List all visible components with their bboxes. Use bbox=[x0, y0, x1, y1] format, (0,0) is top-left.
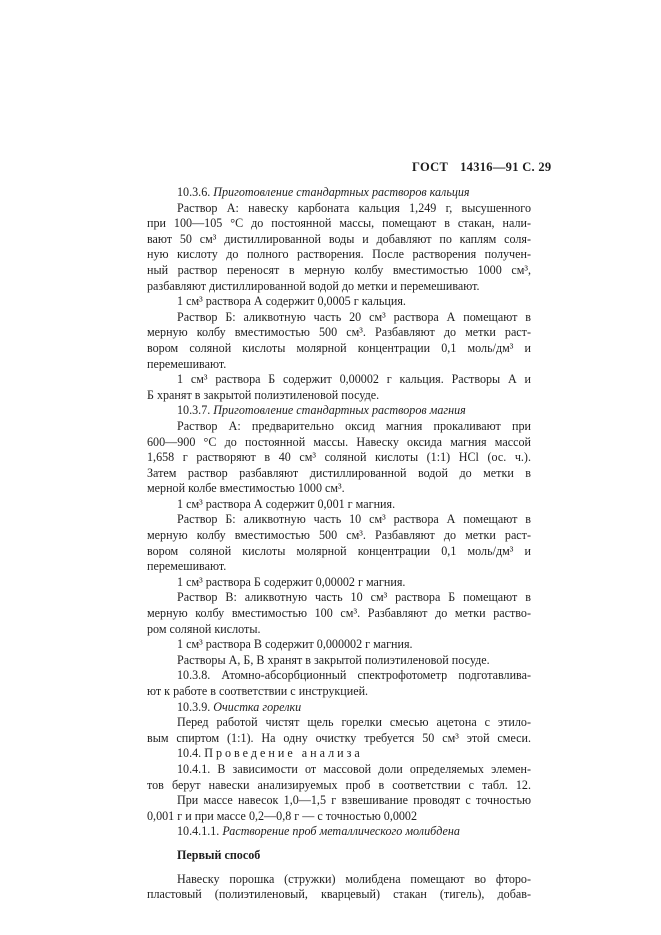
text-line-content: 10.3.7. bbox=[177, 403, 214, 418]
text-line-content: При массе навесок 1,0—1,5 г взвешивание проводят с точностью bbox=[177, 793, 531, 808]
text-line bbox=[147, 793, 531, 809]
section-title: Проведение анализа bbox=[204, 746, 363, 761]
text-line-content: при 100—105 °С до постоянной массы, помещают в стакан, нали- bbox=[147, 216, 531, 231]
standard-label: ГОСТ bbox=[412, 160, 449, 174]
text-line-content: Раствор А: навеску карбоната кальция 1,249 г, высушенного bbox=[177, 200, 531, 215]
text-line bbox=[147, 403, 531, 419]
text-line bbox=[147, 746, 531, 762]
text-line-content: Раствор В: аликвотную часть 10 см³ раствора Б помещают в bbox=[177, 590, 531, 605]
text-line bbox=[147, 653, 531, 669]
text-line-content: 10.3.9. bbox=[177, 699, 214, 714]
text-line bbox=[147, 544, 531, 560]
text-line-content: мерной колбе вместимостью 1000 см³. bbox=[147, 481, 345, 496]
section-title: Очистка горелки bbox=[213, 699, 302, 714]
text-line-content: 600—900 °С до постоянной массы. Навеску оксида магния массой bbox=[147, 434, 531, 449]
text-line bbox=[147, 419, 531, 435]
text-line-content: вают 50 см³ дистиллированной воды и добавляют по каплям соля- bbox=[147, 231, 531, 246]
text-line bbox=[147, 528, 531, 544]
text-line bbox=[147, 201, 531, 217]
text-line bbox=[147, 637, 531, 653]
text-line-content: 1 см³ раствора А содержит 0,0005 г кальция. bbox=[177, 294, 406, 309]
text-line bbox=[147, 450, 531, 466]
text-line-content: 10.3.8. Атомно-абсорбционный спектрофотометр подготавлива- bbox=[177, 668, 531, 683]
text-line bbox=[147, 887, 531, 903]
text-line bbox=[147, 341, 531, 357]
text-line bbox=[147, 388, 531, 404]
text-line bbox=[147, 310, 531, 326]
text-line-content: 10.4. bbox=[177, 746, 205, 761]
text-line-content: Растворы А, Б, В хранят в закрытой полиэтиленовой посуде. bbox=[177, 652, 490, 667]
text-line-content: пластовый (полиэтиленовый, кварцевый) стакан (тигель), добав- bbox=[147, 887, 531, 902]
text-line bbox=[147, 809, 531, 825]
section-title: Приготовление стандартных растворов кальция bbox=[213, 185, 470, 199]
document-body bbox=[147, 185, 531, 903]
text-line bbox=[147, 622, 531, 638]
text-line bbox=[147, 372, 531, 388]
text-line-content: мерную колбу вместимостью 500 см³. Разбавляют до метки раст- bbox=[147, 528, 531, 543]
text-line bbox=[147, 247, 531, 263]
text-line-content: 1 см³ раствора А содержит 0,001 г магния. bbox=[177, 496, 396, 511]
text-line bbox=[147, 185, 531, 201]
text-line-content: Раствор Б: аликвотную часть 20 см³ раствора А помещают в bbox=[177, 309, 531, 324]
text-line bbox=[147, 684, 531, 700]
text-line bbox=[147, 263, 531, 279]
text-line-content: перемешивают. bbox=[147, 559, 227, 574]
text-line bbox=[147, 481, 531, 497]
text-line-content: разбавляют дистиллированной водой до метки и перемешивают. bbox=[147, 278, 480, 293]
text-line-content: ный раствор переносят в мерную колбу вместимостью 1000 см³, bbox=[147, 262, 531, 277]
text-line bbox=[147, 715, 531, 731]
text-line bbox=[147, 824, 531, 840]
text-line bbox=[147, 872, 531, 888]
text-line bbox=[147, 575, 531, 591]
text-line-content: 10.4.1. В зависимости от массовой доли определяемых элемен- bbox=[177, 761, 531, 776]
text-line bbox=[147, 216, 531, 232]
text-line bbox=[147, 731, 531, 747]
text-line bbox=[147, 559, 531, 575]
text-line bbox=[147, 762, 531, 778]
section-subheading bbox=[147, 848, 531, 864]
text-line-content: мерную колбу вместимостью 500 см³. Разбавляют до метки раст- bbox=[147, 325, 531, 340]
text-line-content: Раствор А: предварительно оксид магния прокаливают при bbox=[177, 418, 531, 433]
text-line-content: вым спиртом (1:1). На одну очистку требуется 50 см³ этой смеси. bbox=[147, 730, 531, 745]
text-line bbox=[147, 606, 531, 622]
section-title: Растворение проб металлического молибдена bbox=[222, 824, 460, 839]
text-line bbox=[147, 325, 531, 341]
text-line-content: мерную колбу вместимостью 100 см³. Разбавляют до метки раство- bbox=[147, 606, 531, 621]
text-line-content: Б хранят в закрытой полиэтиленовой посуде. bbox=[147, 387, 380, 402]
text-line-content: Раствор Б: аликвотную часть 10 см³ раствора А помещают в bbox=[177, 512, 531, 527]
text-line-content: Навеску порошка (стружки) молибдена помещают во фторо- bbox=[177, 871, 531, 886]
text-line-content: ют к работе в соответствии с инструкцией. bbox=[147, 684, 369, 698]
text-line bbox=[147, 512, 531, 528]
section-title: Приготовление стандартных растворов магния bbox=[213, 403, 466, 418]
text-line-content: Первый способ bbox=[177, 847, 261, 862]
text-line-content: тов берут навески анализируемых проб в соответствии с табл. 12. bbox=[147, 777, 531, 792]
text-line bbox=[147, 466, 531, 482]
text-line-content: 10.4.1.1. bbox=[177, 824, 223, 839]
text-line-content: 0,001 г и при массе 0,2—0,8 г — с точностью 0,0002 bbox=[147, 808, 418, 823]
text-line-content: Перед работой чистят щель горелки смесью ацетона с этило- bbox=[177, 715, 531, 730]
text-line bbox=[147, 700, 531, 716]
page-header bbox=[412, 160, 551, 175]
paragraph-gap bbox=[147, 840, 531, 848]
text-line-content: 1,658 г растворяют в 40 см³ соляной кислоты (1:1) НСl (ос. ч.). bbox=[147, 450, 531, 465]
text-line bbox=[147, 232, 531, 248]
paragraph-gap bbox=[147, 864, 531, 872]
text-line bbox=[147, 497, 531, 513]
text-line-content: Затем раствор разбавляют дистиллированной водой до метки в bbox=[147, 465, 531, 480]
page-number: С. 29 bbox=[522, 160, 552, 174]
text-line bbox=[147, 590, 531, 606]
text-line bbox=[147, 357, 531, 373]
text-line-content: перемешивают. bbox=[147, 356, 227, 371]
text-line-content: вором соляной кислоты молярной концентрации 0,1 моль/дм³ и bbox=[147, 340, 531, 355]
text-line-content: 1 см³ раствора Б содержит 0,00002 г кальция. Растворы А и bbox=[177, 372, 531, 387]
text-line bbox=[147, 294, 531, 310]
text-line-content: 1 см³ раствора В содержит 0,000002 г магния. bbox=[177, 637, 413, 652]
text-line bbox=[147, 778, 531, 794]
text-line-content: вором соляной кислоты молярной концентрации 0,1 моль/дм³ и bbox=[147, 543, 531, 558]
text-line-content: ную кислоту до полного растворения. После растворения получен- bbox=[147, 247, 531, 262]
standard-number: 14316—91 bbox=[460, 160, 519, 174]
text-line-content: 10.3.6. bbox=[177, 185, 214, 199]
text-line bbox=[147, 435, 531, 451]
text-line-content: ром соляной кислоты. bbox=[147, 621, 261, 636]
text-line bbox=[147, 279, 531, 295]
text-line bbox=[147, 668, 531, 684]
text-line-content: 1 см³ раствора Б содержит 0,00002 г магния. bbox=[177, 574, 406, 589]
